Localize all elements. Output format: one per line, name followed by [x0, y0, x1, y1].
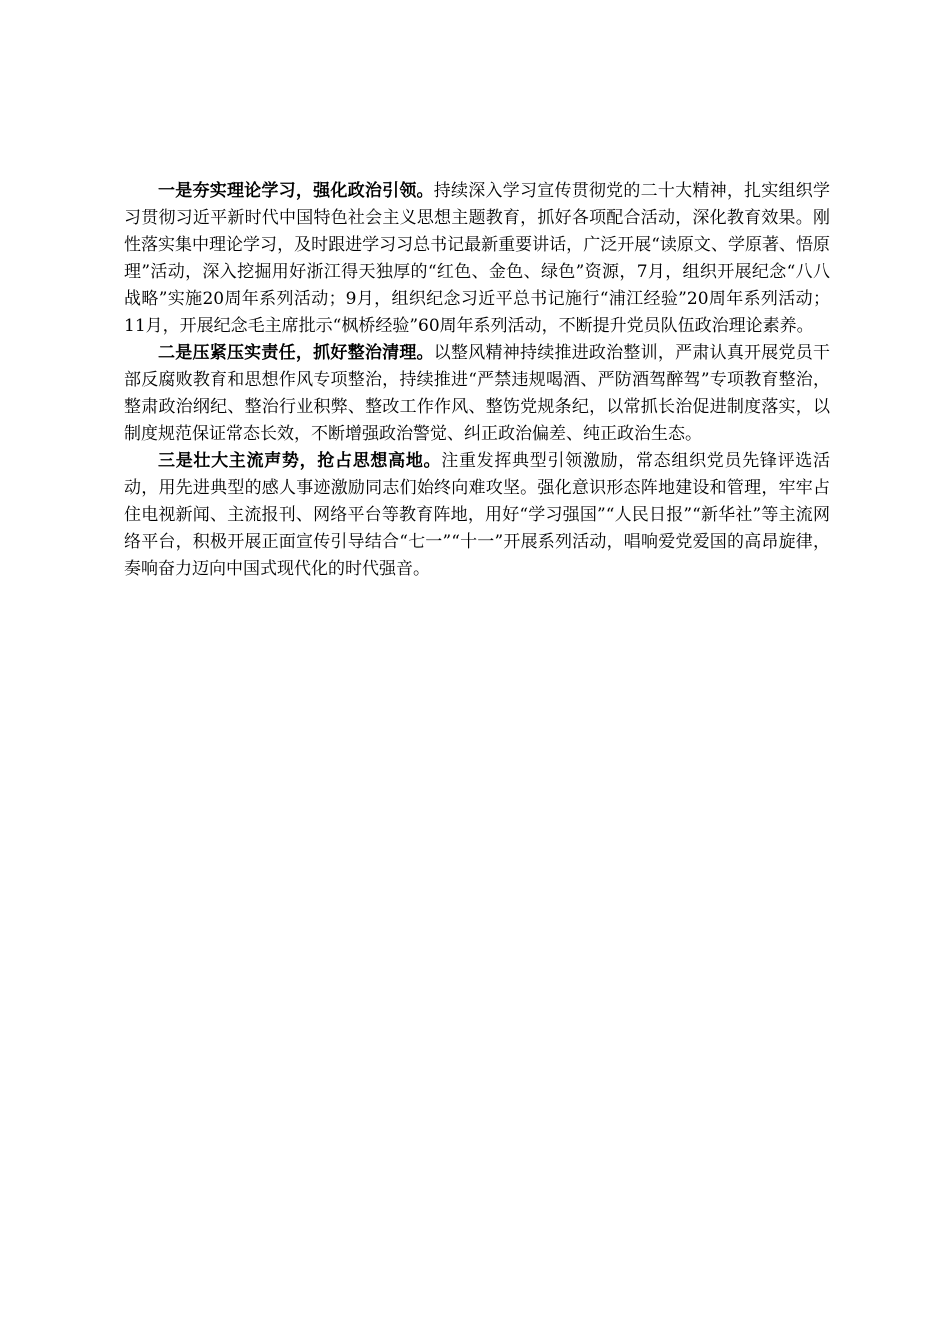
paragraph-body: 持续深入学习宣传贯彻党的二十大精神，扎实组织学习贯彻习近平新时代中国特色社会主义思想主题教育，抓好各项配合活动，深化教育效果。刚性落实集中理论学习，及时跟进学习习总书记最新重要讲话，广泛开展“读原文、学原著、悟原理”活动，深入挖掘用好浙江得天独厚的“红色、金色、绿色”资源，7月，组织开展纪念“八八战略”实施20周年系列活动；9月，组织纪念习近平总书记施行“浦江经验”20周年系列活动；11月，开展纪念毛主席批示“枫桥经验”60周年系列活动，不断提升党员队伍政治理论素养。 — [124, 181, 831, 336]
paragraph-lead: 一是夯实理论学习，强化政治引领。 — [158, 181, 434, 201]
paragraph-lead: 三是壮大主流声势，抢占思想高地。 — [158, 451, 442, 471]
paragraph-mainstream-voice — [124, 448, 830, 583]
paragraph-responsibility — [124, 340, 830, 448]
paragraph-lead: 二是压紧压实责任，抓好整治清理。 — [158, 343, 434, 363]
document-body — [124, 178, 830, 583]
paragraph-theory-study — [124, 178, 830, 340]
paragraph-body: 以整风精神持续推进政治整训，严肃认真开展党员干部反腐败教育和思想作风专项整治，持续推进“严禁违规喝酒、严防酒驾醉驾”专项教育整治，整肃政治纲纪、整治行业积弊、整改工作作风、整饬党规条纪，以常抓长治促进制度落实，以制度规范保证常态长效，不断增强政治警觉、纠正政治偏差、纯正政治生态。 — [124, 343, 831, 444]
paragraph-body: 注重发挥典型引领激励，常态组织党员先锋评选活动，用先进典型的感人事迹激励同志们始终向难攻坚。强化意识形态阵地建设和管理，牢牢占住电视新闻、主流报刊、网络平台等教育阵地，用好“学习强国”“人民日报”“新华社”等主流网络平台，积极开展正面宣传引导结合“七一”“十一”开展系列活动，唱响爱党爱国的高昂旋律，奏响奋力迈向中国式现代化的时代强音。 — [124, 451, 831, 579]
